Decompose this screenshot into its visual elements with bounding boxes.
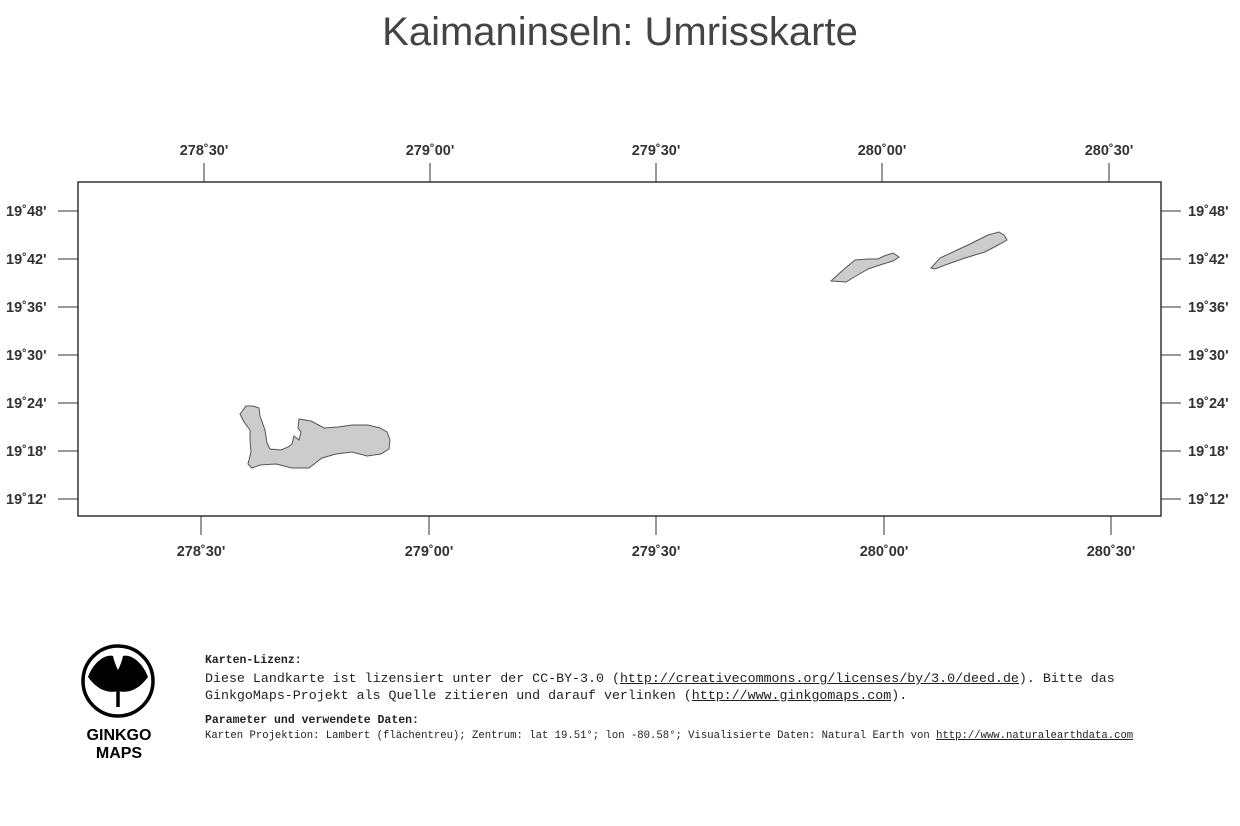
lon-label: 279˚00' [405,143,455,159]
params-line [205,730,1133,742]
license-line1 [205,670,1133,687]
lat-label: 19˚12' [6,492,47,508]
top-lon-labels [180,143,1134,159]
left-lat-labels [6,204,47,508]
lat-label: 19˚48' [6,204,47,220]
lon-label: 280˚00' [857,143,907,159]
lat-label: 19˚18' [1188,444,1229,460]
island-little-cayman [831,253,899,282]
license-line2-text: GinkgoMaps-Projekt als Quelle zitieren und darauf verlinken ( [205,688,692,703]
lon-label: 279˚30' [631,544,681,560]
lon-label: 280˚30' [1084,143,1134,159]
lon-label: 280˚00' [859,544,909,560]
license-line1-text: Diese Landkarte ist lizensiert unter der CC-BY-3.0 ( [205,671,620,686]
top-ticks [204,163,1109,182]
lat-label: 19˚18' [6,444,47,460]
lon-label: 279˚00' [404,544,454,560]
lat-label: 19˚36' [1188,300,1229,316]
lat-label: 19˚30' [1188,348,1229,364]
right-ticks [1161,211,1181,499]
lat-label: 19˚36' [6,300,47,316]
params-heading: Parameter und verwendete Daten: [205,714,419,727]
lon-label: 279˚30' [631,143,681,159]
lon-label: 278˚30' [179,143,229,159]
cc-license-link[interactable]: http://creativecommons.org/licenses/by/3.0/deed.de [619,671,1019,686]
lat-label: 19˚30' [6,348,47,364]
license-heading: Karten-Lizenz: [205,654,302,667]
ginkgo-maps-logo [80,644,158,763]
lat-label: 19˚42' [1188,252,1229,268]
map-title: Kaimaninseln: Umrisskarte [382,10,858,54]
left-ticks [58,211,78,499]
bottom-ticks [201,516,1111,535]
lon-label: 278˚30' [176,544,226,560]
logo-line1: GINKGO [86,727,152,744]
license-block [205,654,1133,742]
lat-label: 19˚12' [1188,492,1229,508]
island-grand-cayman [240,406,390,468]
ginkgo-leaf-icon [80,644,158,722]
params-text: Karten Projektion: Lambert (flächentreu); Zentrum: lat 19.51°; lon -80.58°; Visualisierte Daten: Natural Earth von [205,730,937,742]
right-lat-labels [1188,204,1229,508]
lon-label: 280˚30' [1086,544,1136,560]
license-line2 [205,687,1133,704]
lat-label: 19˚42' [6,252,47,268]
license-line1-end: ). Bitte das [1018,671,1115,686]
ginkgomaps-link[interactable]: http://www.ginkgomaps.com [691,688,892,703]
license-line2-end: ). [891,688,908,703]
logo-line2: MAPS [95,745,143,762]
lat-label: 19˚24' [6,396,47,412]
lat-label: 19˚48' [1188,204,1229,220]
lat-label: 19˚24' [1188,396,1229,412]
naturalearth-link[interactable]: http://www.naturalearthdata.com [936,730,1134,742]
island-cayman-brac [931,232,1007,269]
bottom-lon-labels [177,544,1136,560]
